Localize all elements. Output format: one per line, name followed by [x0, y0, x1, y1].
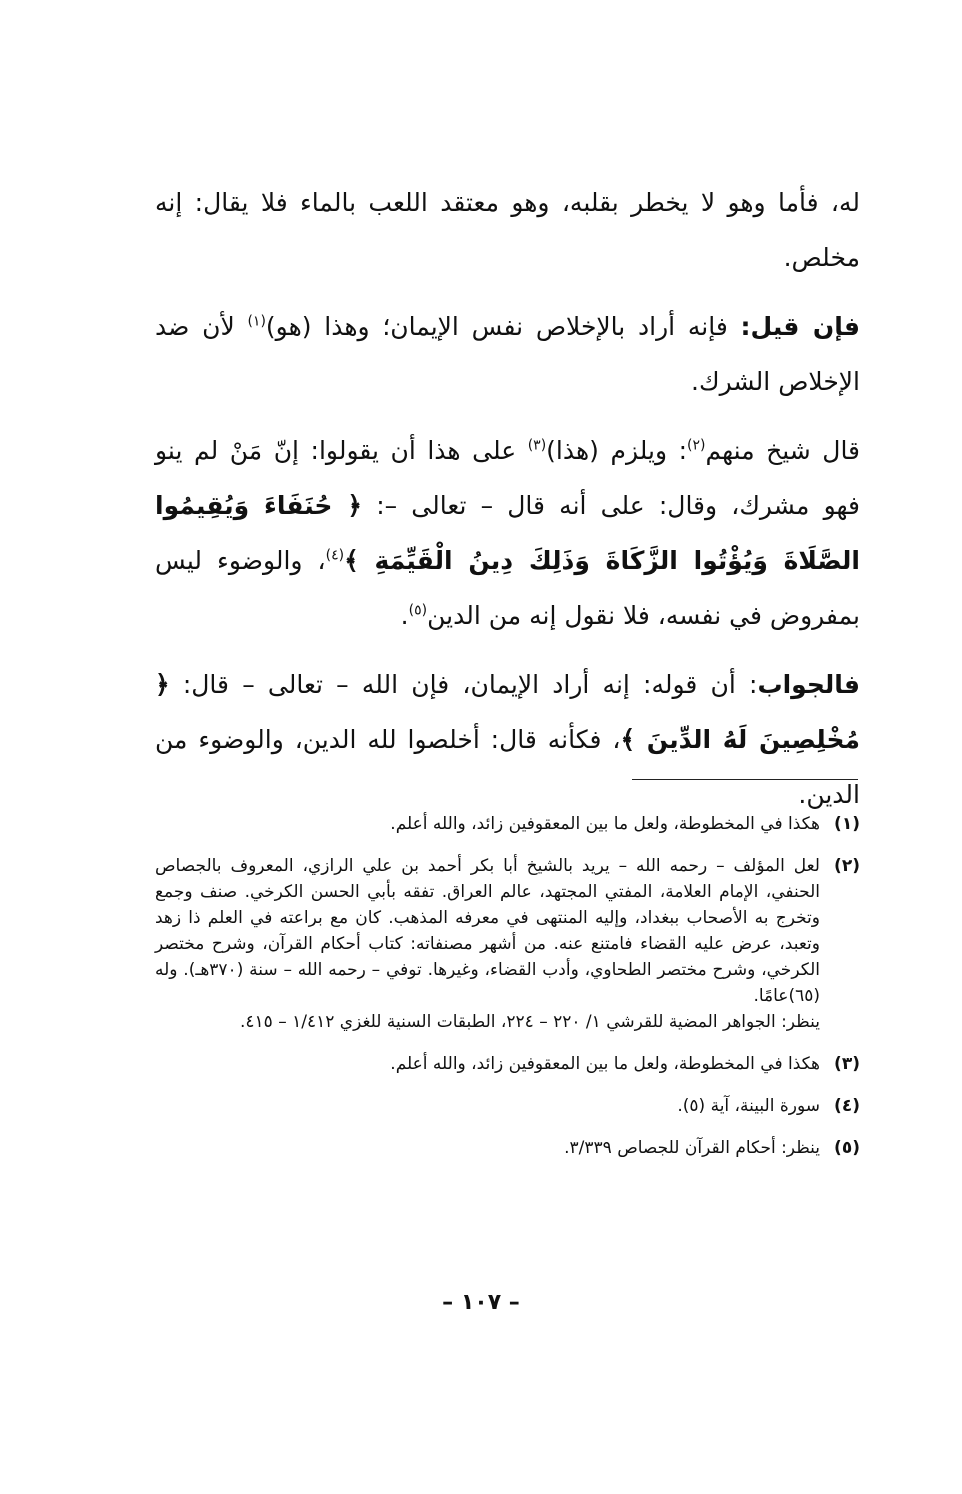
footnote-line: هكذا في المخطوطة، ولعل ما بين المعقوفين زائد، والله أعلم. [390, 1054, 820, 1074]
paragraph-3-text-c: على هذا أن يقولوا: إنّ مَنْ لم ينو فهو مشرك، وقال: على أنه قال – تعالى –: [155, 436, 860, 520]
footnote-number: (١) [834, 814, 860, 834]
footnote-text [155, 811, 820, 837]
paragraph-4-lead: فالجواب [757, 670, 860, 699]
footnote-1 [155, 811, 860, 837]
paragraph-4-text-a: : أن قوله: إنه أراد الإيمان، فإن الله – تعالى – قال: [169, 670, 758, 699]
paragraph-3-text-e: . [400, 601, 409, 630]
footnote-line: ينظر: الجواهر المضية للقرشي ١/ ٢٢٠ – ٢٢٤، الطبقات السنية للغزي ١/٤١٢ – ٤١٥. [240, 1012, 820, 1032]
paragraph-2-lead: فإن قيل: [740, 312, 860, 341]
paragraph-2-text-b: لأن ضد الإخلاص الشرك. [155, 312, 860, 396]
footnote-text [155, 1135, 820, 1161]
footnote-4 [155, 1093, 860, 1119]
footnote-separator [632, 779, 858, 780]
page-number: – ١٠٧ – [442, 1290, 520, 1315]
footnote-line: لعل المؤلف – رحمه الله – يريد بالشيخ أبا بكر أحمد بن علي الرازي، المعروف بالجصاص الحنفي، الإمام العلامة، المفتي المجتهد، عالم العراق. تفقه بأبي الحسن الكرخي. صنف وجمع وتخرج به الأصحاب ببغداد، وإليه المنتهى في معرفه المذهب. كان مع براعته في العلم ذا زهد وتعبد، عرض عليه القضاء فامتنع عنه. من أشهر مصنفاته: كتاب أحكام القرآن، وشرح مختصر الكرخي، وشرح مختصر الطحاوي، وأدب القضاء، وغيرها. توفي – رحمه الله – سنة (٣٧٠هـ). وله (٦٥)عامًا. [155, 856, 820, 1006]
paragraph-4-text-b: ، فكأنه قال: أخلصوا لله الدين، والوضوء من الدين. [155, 725, 860, 809]
footnote-text [155, 853, 820, 1035]
paragraph-1 [155, 175, 860, 285]
footnote-text [155, 1051, 820, 1077]
paragraph-2-text-a: فإنه أراد بالإخلاص نفس الإيمان؛ وهذا (هو) [265, 312, 741, 341]
footnote-3 [155, 1051, 860, 1077]
quran-verse-2: ﴿ مُخْلِصِينَ لَهُ الدِّينَ ﴾ [155, 670, 860, 754]
paragraph-3 [155, 423, 860, 643]
footnote-line: هكذا في المخطوطة، ولعل ما بين المعقوفين زائد، والله أعلم. [390, 814, 820, 834]
footnote-line: ينظر: أحكام القرآن للجصاص ٣/٣٣٩. [564, 1138, 820, 1158]
footnote-5 [155, 1135, 860, 1161]
paragraph-3-text-b: : ويلزم (هذا) [546, 436, 688, 465]
footnote-2 [155, 853, 860, 1035]
footnote-number: (٣) [834, 1054, 860, 1074]
footnote-number: (٢) [834, 856, 860, 876]
footnote-number: (٤) [834, 1096, 860, 1116]
footnote-line: سورة البينة، آية (٥). [677, 1096, 820, 1116]
paragraph-3-text-a: قال شيخ منهم [705, 436, 861, 465]
footnote-ref-1: (١) [247, 313, 266, 330]
footnote-ref-4: (٤) [325, 547, 345, 564]
footnote-text [155, 1093, 820, 1119]
footnote-ref-5: (٥) [408, 602, 428, 619]
footnote-number: (٥) [834, 1138, 860, 1158]
paragraph-1-text: له، فأما وهو لا يخطر بقلبه، وهو معتقد اللعب بالماء فلا يقال: إنه مخلص. [155, 188, 860, 272]
footnotes [155, 811, 860, 1177]
quran-verse-1: ﴿ حُنَفَاءَ وَيُقِيمُوا الصَّلَاةَ وَيُؤْتُوا الزَّكَاةَ وَذَلِكَ دِينُ الْقَيِّمَةِ ﴾ [155, 491, 860, 575]
footnote-ref-2: (٢) [687, 437, 706, 454]
paragraph-4 [155, 657, 860, 822]
footnote-ref-3: (٣) [527, 437, 547, 454]
main-text [155, 175, 860, 822]
paragraph-2 [155, 299, 860, 409]
paragraph-3-text-d: ، والوضوء ليس بمفروض في نفسه، فلا نقول إنه من الدين [155, 546, 860, 630]
